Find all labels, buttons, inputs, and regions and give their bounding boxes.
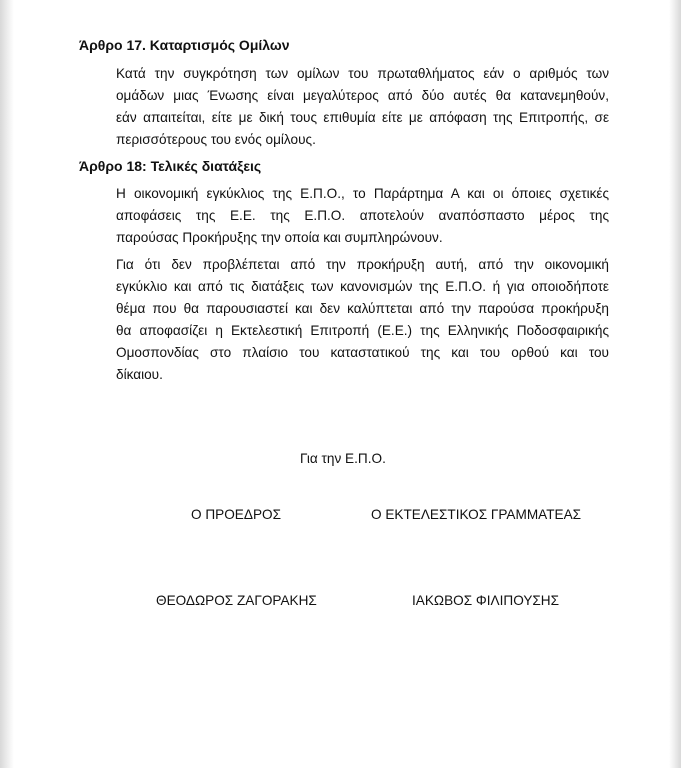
article-17-line: ομάδων μιας Ένωσης είναι μεγαλύτερος από δύο αυτές θα κατανεμηθούν,: [116, 88, 609, 103]
article-18-p1-line: Η οικονομική εγκύκλιος της Ε.Π.Ο., το Παράρτημα Α και οι όποιες σχετικές: [116, 186, 609, 201]
article-18-p2-line: θα αποφασίζει η Εκτελεστική Επιτροπή (Ε.Ε.) της Ελληνικής Ποδοσφαιρικής: [116, 323, 609, 338]
president-title: Ο ΠΡΟΕΔΡΟΣ: [191, 507, 281, 522]
article-17-line: περισσότερους του ενός ομίλους.: [116, 132, 316, 147]
article-18-heading: Άρθρο 18: Τελικές διατάξεις: [79, 158, 262, 174]
article-17-paragraph: [116, 63, 609, 151]
article-18-paragraph-1: [116, 183, 609, 249]
president-name: ΘΕΟΔΩΡΟΣ ΖΑΓΟΡΑΚΗΣ: [156, 593, 317, 608]
secretary-title: Ο ΕΚΤΕΛΕΣΤΙΚΟΣ ΓΡΑΜΜΑΤΕΑΣ: [371, 507, 582, 522]
article-18-p1-line: παρούσας Προκήρυξης την οποία και συμπληρώνουν.: [116, 230, 443, 245]
article-17-heading: Άρθρο 17. Καταρτισμός Ομίλων: [79, 37, 290, 53]
secretary-name: ΙΑΚΩΒΟΣ ΦΙΛΙΠΟΥΣΗΣ: [412, 593, 560, 608]
article-18-p1-line: αποφάσεις της Ε.Ε. της Ε.Π.Ο. αποτελούν αναπόσπαστο μέρος της: [116, 208, 609, 223]
article-18-p2-line: θέμα που θα παρουσιαστεί και δεν καλύπτεται από την παρούσα προκήρυξη: [116, 301, 609, 316]
article-18-p2-line: εγκύκλιο και από τις διατάξεις των κανονισμών της Ε.Π.Ο. ή για οποιοδήποτε: [116, 279, 609, 294]
article-18-p2-line: Ομοσπονδίας στο πλαίσιο του καταστατικού της και του ορθού και του: [116, 345, 609, 360]
signature-for-label: Για την Ε.Π.Ο.: [300, 451, 386, 466]
article-18-p2-line: Για ότι δεν προβλέπεται από την προκήρυξη αυτή, από την οικονομική: [116, 257, 609, 272]
article-18-p2-line: δίκαιου.: [116, 367, 163, 382]
article-17-line: Κατά την συγκρότηση των ομίλων του πρωταθλήματος εάν ο αριθμός των: [116, 66, 609, 81]
article-18-paragraph-2: [116, 254, 609, 386]
article-17-line: εάν απαιτείται, είτε με δική τους επιθυμία είτε με απόφαση της Επιτροπής, σε: [116, 110, 609, 125]
